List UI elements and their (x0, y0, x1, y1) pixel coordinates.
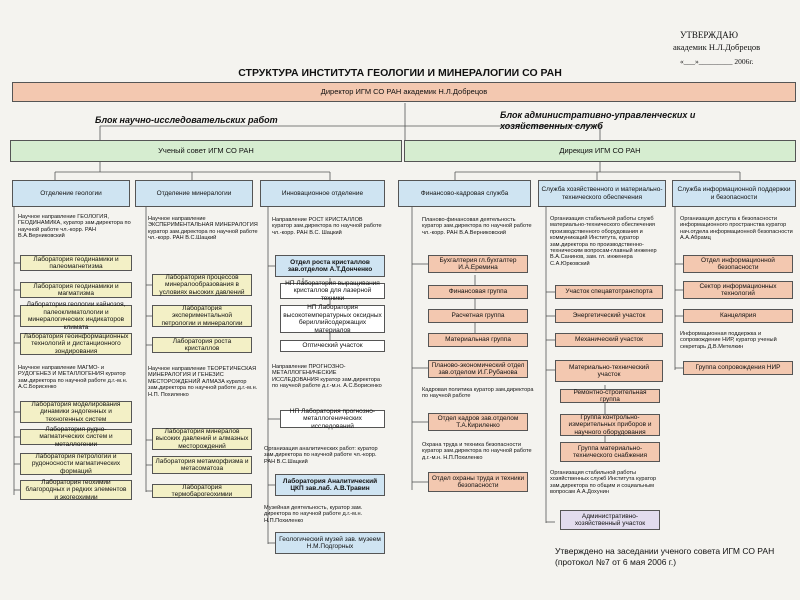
geology-lab (20, 301, 132, 331)
crystal-growth-dept-label: Отдел роста кристаллов зав.отделом А.Т.Донченко (287, 258, 373, 273)
geology-lab (20, 453, 132, 475)
geology-lab (20, 425, 132, 448)
innovation-sublab-label: НП Лаборатория выращивания кристаллов для лазерной техники (285, 279, 380, 302)
accounting-box (428, 255, 528, 273)
geology-lab-label: Лаборатория петрологии и рудоносности магматических формаций (31, 452, 121, 475)
left-block-title: Блок научно-исследовательских работ (95, 115, 278, 125)
info-note-1: Организация доступа к безопасности информационного пространства куратор нач.отдела информационной безопасности А.А.Абрамц (680, 216, 793, 242)
col-innovation (260, 180, 385, 207)
museum-box-label: Геологический музей зав. музеем Н.М.Подгорных (279, 535, 381, 550)
geology-lab-label: Лаборатория геодинамики и магматизма (33, 282, 119, 297)
finance-group-label: Расчетная группа (451, 312, 505, 320)
innovation-sublab (280, 279, 385, 302)
innovation-direction-1: Направление РОСТ КРИСТАЛЛОВ куратор зам.директора по научной работе чл.-корр. РАН В.С. Шацкий (272, 217, 382, 236)
mineralogy-lab-label: Лаборатория процессов минералообразования в условиях высоких давлений (159, 273, 245, 296)
director-label: Директор ИГМ СО РАН академик Н.Л.Добрецов (320, 87, 488, 97)
analytics-lab (275, 474, 385, 496)
col-geology-label: Отделение геологии (40, 189, 102, 197)
admin-unit (560, 510, 660, 530)
geology-lab (20, 333, 132, 355)
info-unit (683, 281, 793, 299)
maintenance-unit-label: Энергетический участок (572, 312, 646, 320)
mineralogy-lab (152, 484, 252, 498)
nir-group (683, 361, 793, 375)
geology-lab-label: Лаборатория моделирования динамики эндогенных и техногенных систем (31, 400, 121, 423)
mineralogy-lab-label: Лаборатория метаморфизма и метасоматоза (155, 457, 249, 472)
maintenance-note-2: Организация стабильной работы хозяйственных служб Института куратор зам.директора по общим и социальным вопросам А.А.Дохунин (550, 470, 657, 496)
crystal-growth-dept (275, 255, 385, 277)
mineralogy-lab (152, 428, 252, 450)
geology-lab-label: Лаборатория геоинформационных технологий и дистанционного зондирования (23, 332, 129, 355)
col-mineralogy-label: Отделение минералогии (156, 189, 232, 197)
maintenance-unit (555, 285, 663, 299)
analytics-lab-label: Лаборатория Аналитический ЦКП зав.лаб. А.В.Травин (282, 477, 378, 492)
footer-protocol: (протокол №7 от 6 мая 2006 г.) (555, 557, 677, 567)
innovation-sublab (280, 305, 385, 333)
admin-unit-label: Административно-хозяйственный участок (574, 512, 646, 527)
col-innovation-label: Инновационное отделение (281, 189, 364, 197)
approval-date: «___»_________ 2006г. (680, 57, 754, 66)
geology-lab (20, 401, 132, 423)
approval-signer: академик Н.Л.Добрецов (673, 42, 761, 52)
mt-subgroup (560, 389, 660, 403)
info-unit-label: Канцелярия (719, 312, 757, 320)
geology-direction-1: Научное направление ГЕОЛОГИЯ, ГЕОДИНАМИКА, куратор зам.директора по научной работе чл.-корр. РАН В.А.Верниковский (18, 214, 131, 240)
maintenance-unit (555, 333, 663, 347)
mineralogy-lab (152, 274, 252, 296)
col-info-label: Служба информационной поддержки и безопасности (677, 186, 791, 201)
forecast-lab-label: НП Лаборатория прогнозно-металлогенических исследований (289, 407, 376, 430)
info-unit (683, 309, 793, 323)
info-unit-label: Сектор информационных технологий (699, 282, 777, 297)
mineralogy-direction-2: Научное направление ТЕОРЕТИЧЕСКАЯ МИНЕРАЛОГИЯ И ГЕНЕЗИС МЕСТОРОЖДЕНИЙ АЛМАЗА куратор зам.директора по научной работе д.г.-м.н. Н.П. Похиленко (148, 366, 258, 398)
directorate-label: Дирекция ИГМ СО РАН (559, 146, 641, 156)
finance-group-label: Финансовая группа (448, 288, 508, 296)
info-unit-label: Отдел информационной безопасности (701, 256, 775, 271)
mt-subgroup-label: Группа контрольно-измерительных приборов и научного оборудования (568, 413, 652, 436)
hr-dept-label: Отдел кадров зав.отделом Т.А.Кириленко (437, 414, 519, 429)
geology-lab-label: Лаборатория геодинамики и палеомагнетизма (33, 255, 119, 270)
innovation-direction-2: Направление ПРОГНОЗНО-МЕТАЛЛОГЕНИЧЕСКИЕ ИССЛЕДОВАНИЯ куратор зам.директора по научной работе д.г.-м.н. А.С.Борисенко (272, 364, 382, 390)
planning-dept-label: Планово-экономический отдел зав.отделом И.Г.Рубанова (431, 361, 525, 376)
maintenance-unit-label: Участок спецавтотранспорта (565, 288, 653, 296)
mineralogy-lab-label: Лаборатория экспериментальной петрологии и минералогии (161, 304, 243, 327)
innovation-sublab (280, 340, 385, 352)
finance-group (428, 285, 528, 299)
mineralogy-lab (152, 337, 252, 353)
finance-group (428, 333, 528, 347)
approval-title: УТВЕРЖДАЮ (680, 30, 739, 40)
geology-lab-label: Лаборатория геохимии благородных и редких элементов и экогеохимии (25, 478, 127, 501)
col-info (672, 180, 796, 207)
maintenance-unit (555, 309, 663, 323)
mt-dept (555, 360, 663, 382)
mineralogy-lab (152, 456, 252, 474)
mineralogy-lab (152, 305, 252, 327)
info-note-2: Информационная поддержка и сопровождение НИР, куратор ученый секретарь Д.В.Метелкин (680, 331, 777, 350)
museum-box (275, 532, 385, 554)
director-box (12, 82, 796, 102)
museum-note: Музейная деятельность, куратор зам. директора по научной работе д.г.-м.н. Н.П.Похиленко (264, 505, 363, 524)
mt-subgroup (560, 442, 660, 462)
col-finance-label: Финансово-кадровая служба (420, 189, 509, 197)
planning-dept (428, 360, 528, 378)
safety-dept (428, 472, 528, 492)
finance-group (428, 309, 528, 323)
mt-dept-label: Материально-технический участок (568, 363, 650, 378)
col-mineralogy (135, 180, 253, 207)
finance-group-label: Материальная группа (445, 336, 511, 344)
geology-direction-2: Научное направление МАГМО- и РУДОГЕНЕЗ И МЕТАЛЛОГЕНИЯ куратор зам.директора по научной работе д.г.-м.н. А.С.Борисенко (18, 365, 128, 391)
directorate-box (404, 140, 796, 162)
mt-subgroup-label: Группа материально-технического снабжения (572, 444, 648, 459)
footer-approved: Утверждено на заседании ученого совета ИГМ СО РАН (555, 546, 775, 556)
mineralogy-lab-label: Лаборатория минералов высоких давлений и алмазных месторождений (155, 427, 249, 450)
doc-title: СТРУКТУРА ИНСТИТУТА ГЕОЛОГИИ И МИНЕРАЛОГИИ СО РАН (238, 67, 562, 79)
col-finance (398, 180, 531, 207)
safety-dept-label: Отдел охраны труда и техники безопасности (431, 474, 525, 489)
mt-subgroup-label: Ремонтно-строительная группа (573, 388, 647, 403)
geology-lab-label: Лаборатория рудно-магматических систем и металлогении (39, 425, 113, 448)
nir-group-label: Группа сопровождения НИР (695, 364, 781, 372)
right-block-title: Блок административно-управленческих и хозяйственных служб (500, 110, 696, 131)
geology-lab (20, 480, 132, 500)
analytics-note: Организация аналитических работ: куратор зам.директора по научной работе чл.-корр. РАН В.С.Шацкий (264, 446, 378, 465)
accounting-label: Бухгалтерия гл.бухгалтер И.А.Еремина (439, 256, 517, 271)
finance-note-1: Планово-финансовая деятельность куратор зам.директора по научной работе чл.-корр. РАН В.А.Верниковский (422, 217, 532, 236)
geology-lab-label: Лаборатория геологии кайнозоя, палеоклиматологии и минералогических индикаторов климата (26, 301, 126, 331)
finance-note-3: Охрана труда и техника безопасности куратор зам.директора по научной работе д.г.-м.н. Н.П.Похиленко (422, 442, 532, 461)
innovation-sublab-label: Оптический участок (302, 342, 363, 350)
hr-dept (428, 413, 528, 431)
council-label: Ученый совет ИГМ СО РАН (158, 146, 254, 156)
geology-lab (20, 282, 132, 298)
col-geology (12, 180, 130, 207)
mineralogy-lab-label: Лаборатория роста кристаллов (172, 337, 232, 352)
col-maintenance (538, 180, 666, 207)
col-maintenance-label: Служба хозяйственного и материально-технического обеспечения (541, 186, 663, 201)
council-box (10, 140, 402, 162)
finance-note-2: Кадровая политика куратор зам.директора по научной работе (422, 387, 534, 400)
mineralogy-lab-label: Лаборатория термобарогеохимии (171, 483, 233, 498)
info-unit (683, 255, 793, 273)
forecast-lab (280, 407, 385, 430)
maintenance-note-1: Организация стабильной работы служб материально-технического обеспечения производственного оборудования и коммуникаций Института, куратор зам.директора по производственно-техническим вопросам-главный инженер В.А.Санинов, зам. гл. инженера С.А.Юрковский (550, 216, 657, 267)
mt-subgroup (560, 414, 660, 436)
maintenance-unit-label: Механический участок (575, 336, 643, 344)
geology-lab (20, 255, 132, 271)
innovation-sublab-label: НП Лаборатория высокотемпературных оксидных бериллийсодержащих материалов (283, 304, 382, 334)
mineralogy-direction-1: Научное направление ЭКСПЕРИМЕНТАЛЬНАЯ МИНЕРАЛОГИЯ куратор зам.директора по научной работе чл.-корр. РАН В.С.Шацкий (148, 216, 258, 242)
